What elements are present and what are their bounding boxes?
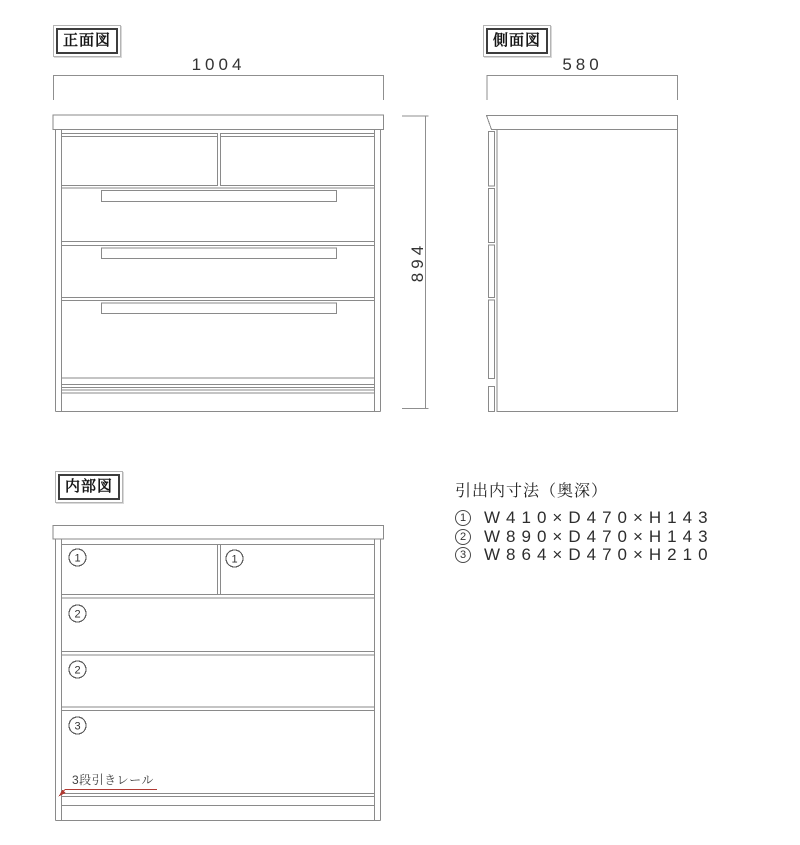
mark-2-lower: 2 [74,664,81,677]
front-drawer-1-right [221,134,375,186]
mark-1-right: 1 [231,553,238,566]
internal-view-label-box [55,471,123,503]
side-body [497,130,678,412]
spec-row-mark: 3 [455,547,471,563]
front-view-label-box [53,25,121,57]
internal-top-panel [53,526,384,540]
front-drawer-3-handle [102,248,337,259]
front-drawer-1-left [62,134,218,186]
side-top-panel [487,116,678,130]
front-base-rail-2 [62,390,375,393]
internal-view-label: 内部図 [58,474,120,500]
front-height-dim-text: 894 [408,241,427,283]
spec-block [455,478,714,565]
front-width-dim-text: 1004 [191,55,246,74]
spec-row [455,509,714,528]
front-view-label: 正面図 [56,28,118,54]
side-front-leg [489,387,495,412]
front-drawer-4 [62,301,375,379]
rail-note-text: 3段引きレール [72,773,154,787]
spec-row-mark: 2 [455,529,471,545]
front-drawer-3 [62,246,375,298]
mark-1-left: 1 [74,552,81,565]
spec-row [455,546,714,565]
front-top-panel [53,115,384,130]
spec-row-mark: 1 [455,510,471,526]
front-drawer-4-handle [102,303,337,314]
mark-3: 3 [74,720,81,733]
spec-title: 引出内寸法（奥深） [455,483,609,500]
spec-row-dims: W410×D470×H143 [484,508,714,528]
front-view [53,76,429,412]
internal-divider [218,545,221,595]
spec-row-dims: W890×D470×H143 [484,526,714,546]
side-drawer-front-1 [489,132,495,187]
spec-row-dims: W864×D470×H210 [484,545,714,565]
side-view [487,76,679,412]
side-view-label-box [483,25,551,57]
side-drawer-front-3 [489,245,495,298]
side-depth-dim-text: 580 [562,55,603,74]
front-drawer-2 [62,188,375,242]
spec-row [455,528,714,547]
front-drawer-2-handle [102,191,337,202]
front-base-rail-1 [62,385,375,388]
mark-2-upper: 2 [74,608,81,621]
side-view-label: 側面図 [486,28,548,54]
side-drawer-front-4 [489,300,495,379]
side-drawer-front-2 [489,189,495,243]
